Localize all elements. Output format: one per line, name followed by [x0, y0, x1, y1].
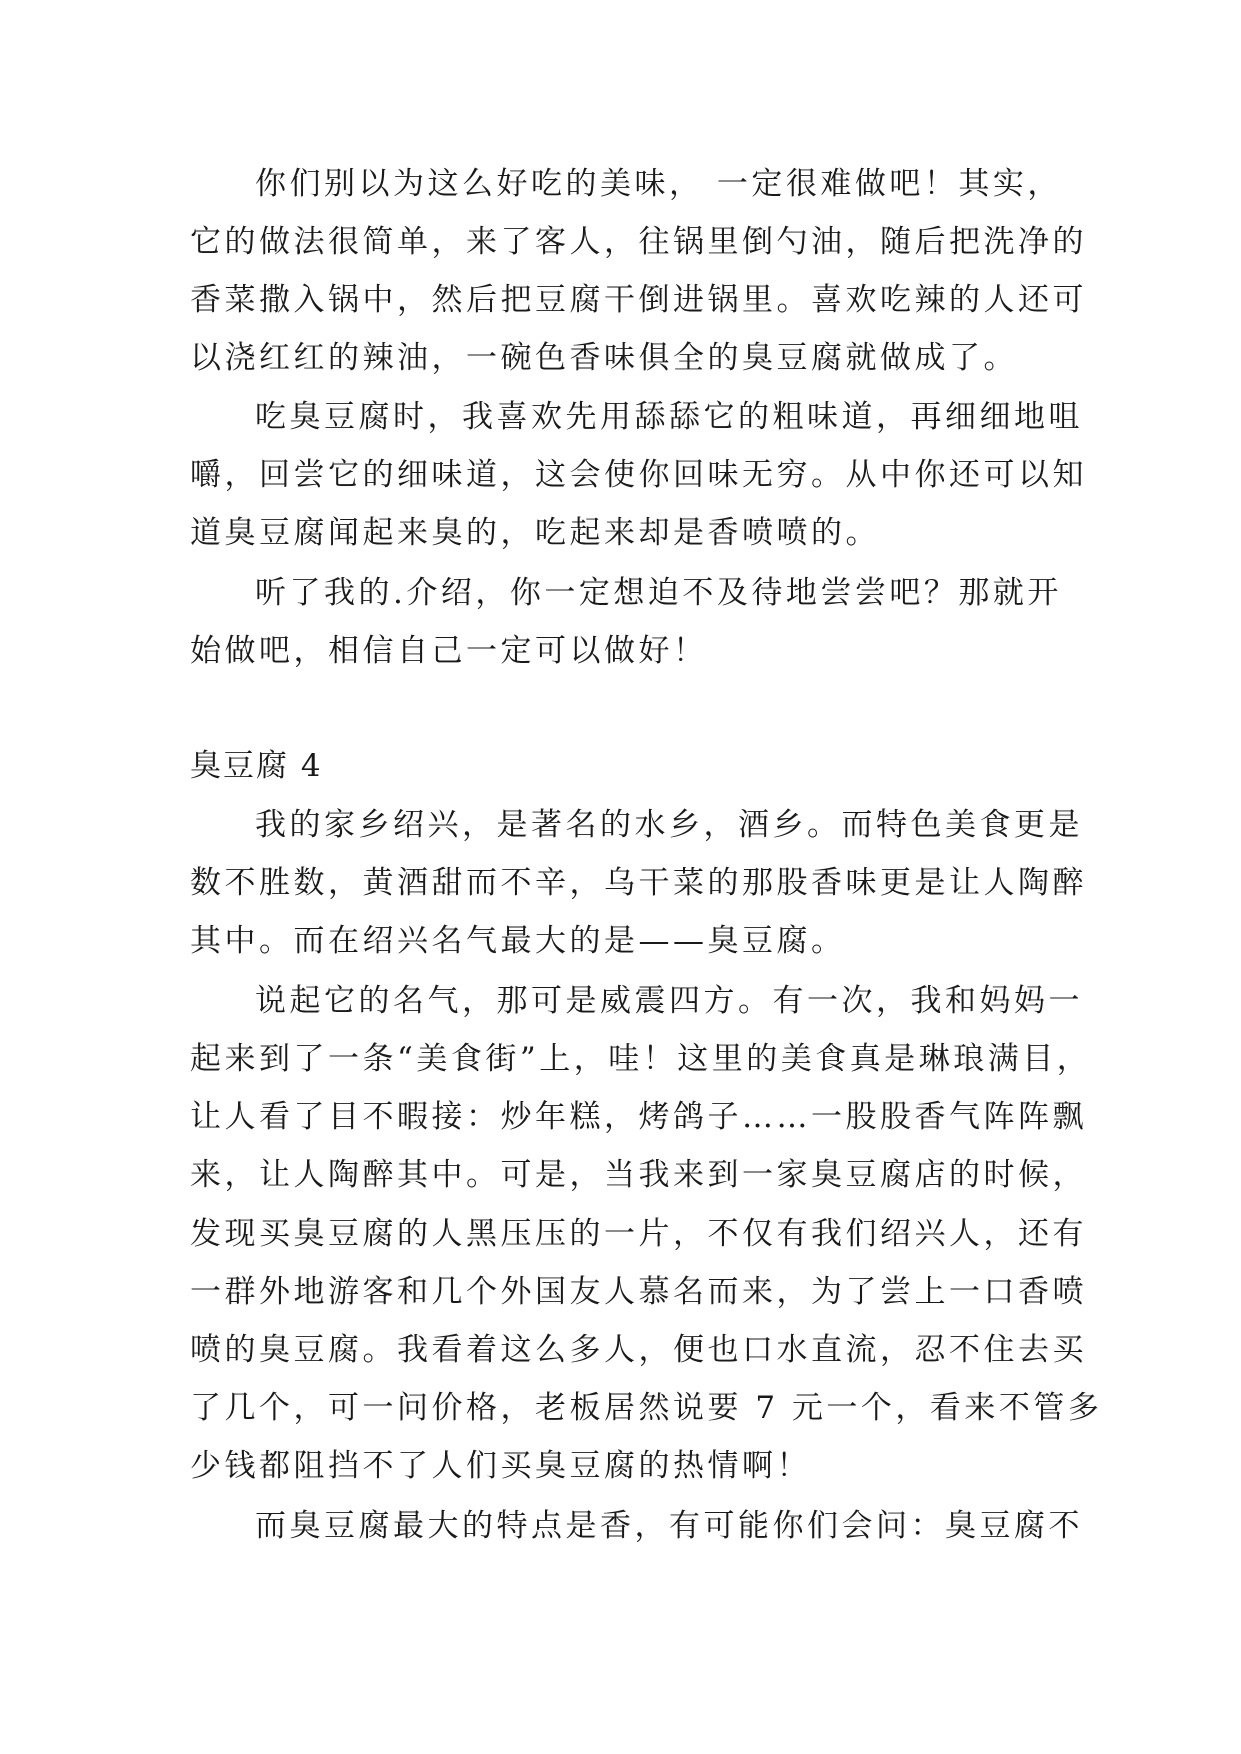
paragraph-line: 起来到了一条“美食街”上，哇！这里的美食真是琳琅满目， [190, 1041, 1092, 1077]
paragraph-line: 发现买臭豆腐的人黑压压的一片，不仅有我们绍兴人，还有 [190, 1216, 1087, 1252]
paragraph-line: 了几个，可一问价格，老板居然说要 7 元一个，看来不管多 [190, 1390, 1103, 1426]
paragraph-line: 少钱都阻挡不了人们买臭豆腐的热情啊！ [190, 1448, 811, 1484]
paragraph-line: 我的家乡绍兴，是著名的水乡，酒乡。而特色美食更是 [255, 807, 1083, 843]
paragraph-line: 你们别以为这么好吃的美味， 一定很难做吧！其实， [255, 166, 1062, 202]
paragraph-line: 让人看了目不暇接：炒年糕，烤鸽子……一股股香气阵阵飘 [190, 1099, 1087, 1135]
paragraph-line: 以浇红红的辣油，一碗色香味俱全的臭豆腐就做成了。 [190, 340, 1018, 376]
paragraph-line: 嚼，回尝它的细味道，这会使你回味无穷。从中你还可以知 [190, 457, 1087, 493]
paragraph-line: 来，让人陶醉其中。可是，当我来到一家臭豆腐店的时候， [190, 1157, 1087, 1193]
paragraph-line: 它的做法很简单，来了客人，往锅里倒勺油，随后把洗净的 [190, 224, 1087, 260]
paragraph-line: 道臭豆腐闻起来臭的，吃起来却是香喷喷的。 [190, 515, 880, 551]
paragraph-line: 香菜撒入锅中，然后把豆腐干倒进锅里。喜欢吃辣的人还可 [190, 282, 1087, 318]
paragraph-line: 一群外地游客和几个外国友人慕名而来，为了尝上一口香喷 [190, 1274, 1087, 1310]
paragraph-line: 吃臭豆腐时，我喜欢先用舔舔它的粗味道，再细细地咀 [255, 399, 1083, 435]
paragraph-line: 其中。而在绍兴名气最大的是——臭豆腐。 [190, 923, 846, 959]
paragraph-line: 数不胜数，黄酒甜而不辛，乌干菜的那股香味更是让人陶醉 [190, 865, 1087, 901]
paragraph-line: 听了我的.介绍，你一定想迫不及待地尝尝吧？那就开 [255, 575, 1062, 611]
section-heading: 臭豆腐 4 [190, 748, 323, 784]
paragraph-line: 而臭豆腐最大的特点是香，有可能你们会问：臭豆腐不 [255, 1508, 1083, 1544]
paragraph-line: 喷的臭豆腐。我看着这么多人，便也口水直流，忍不住去买 [190, 1332, 1087, 1368]
paragraph-line: 始做吧，相信自己一定可以做好！ [190, 633, 708, 669]
paragraph-line: 说起它的名气，那可是威震四方。有一次，我和妈妈一 [255, 983, 1083, 1019]
